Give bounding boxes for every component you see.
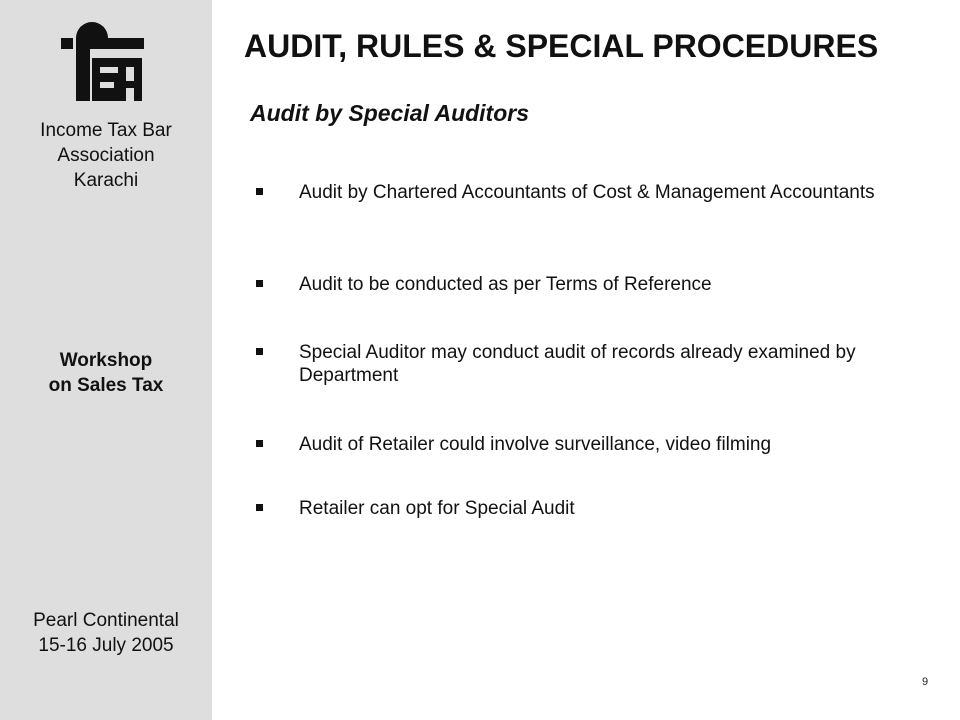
page-number: 9: [922, 676, 929, 688]
square-bullet-icon: [256, 348, 263, 355]
venue-date: 15-16 July 2005: [38, 635, 174, 656]
bullet-item: [252, 273, 912, 296]
bullet-text: Audit to be conducted as per Terms of Reference: [299, 274, 712, 295]
square-bullet-icon: [256, 440, 263, 447]
square-bullet-icon: [256, 188, 263, 195]
slide-subtitle: Audit by Special Auditors: [250, 100, 530, 126]
square-bullet-icon: [256, 504, 263, 511]
organization-line: Income Tax Bar: [40, 120, 172, 141]
event-line: on Sales Tax: [48, 375, 164, 396]
bullet-item: [252, 497, 912, 520]
event-line: Workshop: [59, 350, 153, 371]
venue-line: Pearl Continental: [33, 610, 179, 631]
bullet-item: [252, 433, 912, 456]
bullet-item: [252, 341, 912, 387]
bullet-text: Retailer can opt for Special Audit: [299, 498, 575, 519]
square-bullet-icon: [256, 280, 263, 287]
organization-line: Association: [57, 145, 155, 166]
bullet-text: Audit of Retailer could involve surveillance, video filming: [299, 434, 772, 455]
bullet-item: [252, 181, 912, 204]
organization-line: Karachi: [73, 170, 139, 191]
bullet-text: Special Auditor may conduct audit of records already examined by Department: [299, 342, 856, 386]
bullet-text: Audit by Chartered Accountants of Cost & Management Accountants: [299, 182, 875, 203]
slide-title: AUDIT, RULES & SPECIAL PROCEDURES: [244, 28, 879, 64]
